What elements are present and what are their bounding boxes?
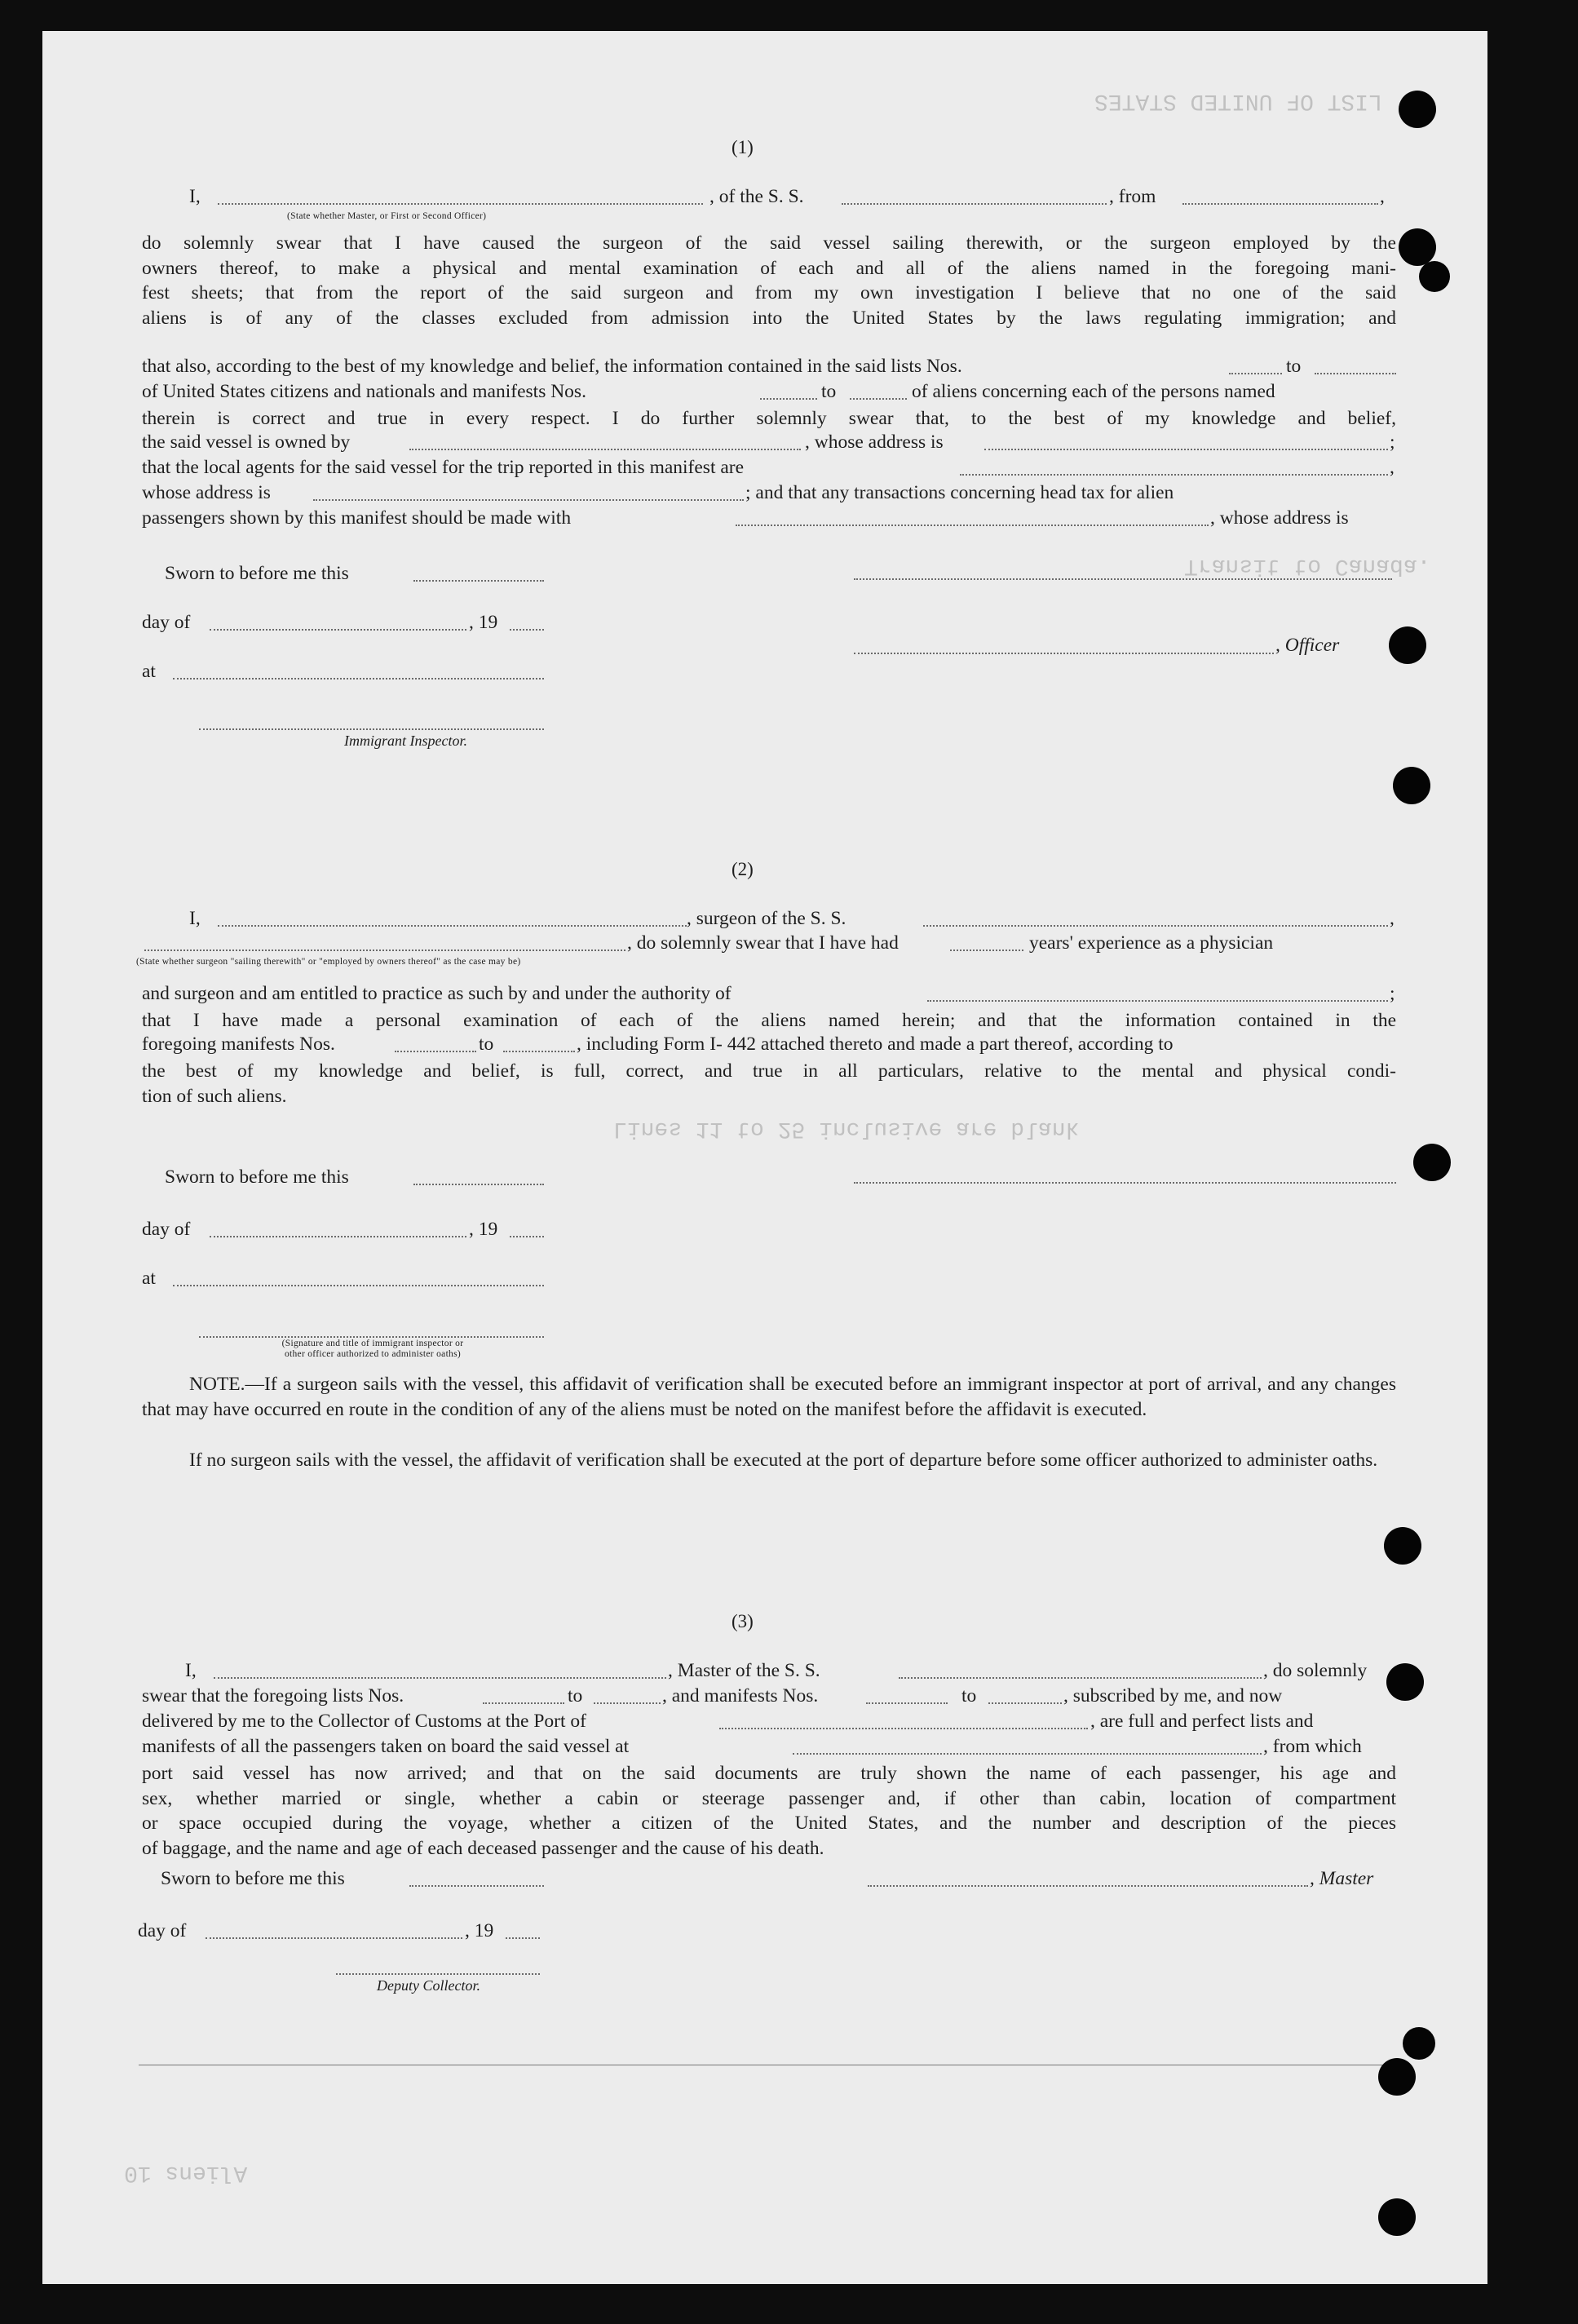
year-label: , 19 [469,612,498,633]
at-label: at [142,661,156,682]
oath-line: port said vessel has now arrived; and that on the said documents are truly shown the name of each passenger, his age and [142,1763,1396,1784]
do-swear-text: , do solemnly swear that I have had [627,932,899,954]
collector-signature-line[interactable] [336,1973,540,1975]
section2-oath-text [142,1008,1396,1034]
day-of-label: day of [142,1219,191,1240]
surgeon-name-field[interactable] [218,925,687,927]
oath-line: foregoing manifests Nos. [142,1034,335,1055]
to-label: to [821,381,837,402]
lists-from-field[interactable] [483,1702,564,1704]
vessel-name-field[interactable] [842,203,1107,205]
comma: , [1380,186,1385,207]
signature-line[interactable] [854,578,1392,580]
bleed-through-text: Lines 11 to 25 inclusive are blank [613,1116,1080,1141]
i-label: I, [189,186,201,207]
punch-hole [1389,626,1426,664]
swear-lists-text: swear that the foregoing lists Nos. [142,1685,404,1706]
oath-line: owners thereof, to make a physical and mental examination of each and all of the aliens named in the foregoing mani- [142,257,1396,279]
punch-hole [1419,261,1450,292]
master-of-label: , Master of the S. S. [668,1660,820,1681]
of-aliens-text: of aliens concerning each of the persons named [912,381,1275,402]
inspector-signature-line[interactable] [199,728,544,730]
oath-line: passengers shown by this manifest should be made with [142,507,572,529]
punch-hole [1378,2198,1416,2236]
day-month-field[interactable] [210,1236,466,1237]
to-label: to [1286,356,1302,377]
to-label: to [961,1685,977,1706]
section3-oath-text [142,1761,1396,1861]
manifests-to-field[interactable] [850,398,907,400]
lists-to-field[interactable] [1315,373,1396,374]
oath-line: tion of such aliens. [142,1085,287,1107]
oath-line: of baggage, and the name and age of each deceased passenger and the cause of his death. [142,1837,824,1859]
oath-line: and surgeon and am entitled to practice as such by and under the authority of [142,983,732,1004]
oath-line: whose address is [142,482,271,503]
punch-hole [1393,767,1430,804]
vessel-name-field[interactable] [923,925,1388,927]
master-name-field[interactable] [214,1677,666,1679]
year-label: , 19 [465,1920,494,1941]
boarding-port-field[interactable] [793,1753,1262,1755]
sworn-day-field[interactable] [413,1184,544,1185]
authority-field[interactable] [927,1000,1388,1002]
manifests-to-field[interactable] [503,1051,575,1052]
punch-hole [1378,2058,1416,2096]
sworn-label: Sworn to before me this [165,1166,349,1188]
punch-hole [1399,228,1436,266]
oath-line: the said vessel is owned by [142,432,351,453]
from-port-field[interactable] [1182,203,1378,205]
oath-line: the best of my knowledge and belief, is full, correct, and true in all particulars, relative to the mental and physical condi- [142,1060,1396,1082]
day-month-field[interactable] [210,629,466,631]
caption-master: (State whether Master, or First or Second Officer) [287,211,487,221]
oath-line: sex, whether married or single, whether a cabin or steerage passenger and, if other than cabin, location of compartment [142,1787,1396,1809]
oath-line: that the local agents for the said vessel for the trip reported in this manifest are [142,457,745,478]
year-field[interactable] [510,629,544,631]
inspector-caption: Immigrant Inspector. [344,733,467,749]
note-paragraph-1 [142,1372,1396,1422]
punch-hole [1399,91,1436,128]
punch-hole [1403,2027,1435,2060]
oath-line: therein is correct and true in every respect. I do further solemnly swear that, to the best of my knowledge and belief, [142,408,1396,429]
oath-line: of United States citizens and nationals and manifests Nos. [142,381,586,402]
caption-line: (Signature and title of immigrant inspector or [281,1339,464,1348]
caption-signature [201,1339,544,1360]
at-place-field[interactable] [173,678,544,679]
master-signature-line[interactable] [868,1885,1308,1887]
comma: , [1390,908,1395,929]
from-label: , from [1109,186,1156,207]
local-agents-field[interactable] [960,474,1388,476]
surgeon-status-field[interactable] [144,950,625,951]
year-field[interactable] [506,1937,540,1939]
collector-caption: Deputy Collector. [377,1977,480,1994]
oath-line: aliens is of any of the classes excluded from admission into the United States by the laws regulating immigration; and [142,307,1396,329]
to-label: to [568,1685,583,1706]
bleed-through-text: Aliens 10 [124,2160,248,2185]
manifests-of-text: manifests of all the passengers taken on board the said vessel at [142,1736,630,1757]
bleed-through-text: Transit to Canada. [1184,553,1431,578]
sworn-day-field[interactable] [413,580,544,582]
punch-hole [1413,1144,1451,1181]
section1-oath-text [142,231,1396,330]
and-manifests-text: , and manifests Nos. [662,1685,819,1706]
note-label: NOTE. [189,1374,245,1395]
manifests-from-field[interactable] [866,1702,948,1704]
port-field[interactable] [719,1728,1088,1729]
manifests-from-field[interactable] [760,398,817,400]
officer-name-field[interactable] [218,203,703,205]
caption-surgeon: (State whether surgeon "sailing therewith" or "employed by owners thereof" as the case may be) [136,957,521,967]
oath-line: that I have made a personal examination of each of the aliens named herein; and that the information contained in the [142,1010,1396,1031]
oath-line: do solemnly swear that I have caused the surgeon of the said vessel sailing therewith, or the surgeon employed by the [142,232,1396,254]
at-place-field[interactable] [173,1285,544,1286]
owner-address-field[interactable] [984,449,1388,450]
oath-line: that also, according to the best of my knowledge and belief, the information contained in the said lists Nos. [142,356,962,377]
section-number: (1) [732,137,754,157]
section1-oath-text [142,406,1396,432]
head-tax-contact-field[interactable] [736,525,1209,526]
signature-line[interactable] [854,1182,1396,1184]
delivered-text: delivered by me to the Collector of Customs at the Port of [142,1711,586,1732]
semicolon: ; [1390,983,1395,1004]
master-label: , Master [1310,1868,1374,1889]
whose-address-end: , whose address is [1210,507,1349,529]
sworn-label: Sworn to before me this [161,1868,345,1889]
day-of-label: day of [138,1920,187,1941]
bleed-through-text: LIST OF UNITED STATES [1094,88,1382,113]
lists-to-field[interactable] [594,1702,661,1704]
surgeon-of-label: , surgeon of the S. S. [687,908,846,929]
punch-hole [1386,1663,1424,1701]
day-of-label: day of [142,612,191,633]
section-number: (3) [732,1611,754,1631]
manifests-to-field[interactable] [988,1702,1062,1704]
sworn-day-field[interactable] [409,1885,544,1887]
punch-hole [1384,1527,1421,1565]
note-text-1: —If a surgeon sails with the vessel, this affidavit of verification shall be executed before an immigrant inspector at port of arrival, and any changes that may have occurred en route in the condition of any of the aliens must be noted on the manifest before the affidavit is executed. [142,1374,1396,1420]
vessel-name-field[interactable] [899,1677,1262,1679]
at-label: at [142,1268,156,1289]
do-solemnly-text: , do solemnly [1263,1660,1368,1681]
manifests-from-field[interactable] [395,1051,476,1052]
whose-address-label: , whose address is [805,432,944,453]
manifest-sheet [42,31,1487,2284]
lists-from-field[interactable] [1229,373,1282,374]
caption-line: other officer authorized to administer oaths) [284,1349,462,1359]
head-tax-text: ; and that any transactions concerning head tax for alien [745,482,1174,503]
year-label: , 19 [469,1219,498,1240]
including-text: , including Form I- 442 attached thereto and made a part thereof, according to [577,1034,1174,1055]
i-label: I, [185,1660,197,1681]
comma: , [1390,457,1395,478]
officer-signature-line[interactable] [854,653,1274,654]
oath-line: fest sheets; that from the report of the said surgeon and from my own investigation I believe that no one of the said [142,282,1396,304]
years-text: years' experience as a physician [1029,932,1274,954]
officer-label: , Officer [1275,635,1340,656]
sworn-label: Sworn to before me this [165,563,349,584]
from-which-text: , from which [1263,1736,1362,1757]
year-field[interactable] [510,1236,544,1237]
to-label: to [479,1034,494,1055]
full-perfect-text: , are full and perfect lists and [1090,1711,1314,1732]
section2-oath-text [142,1059,1396,1109]
inspector-signature-line[interactable] [199,1336,544,1338]
day-month-field[interactable] [206,1937,462,1939]
oath-line: or space occupied during the voyage, whether a citizen of the United States, and the number and description of the pieces [142,1813,1396,1835]
owner-field[interactable] [409,449,801,450]
years-field[interactable] [950,950,1023,951]
section-number: (2) [732,859,754,879]
of-ss-label: , of the S. S. [709,186,804,207]
agent-address-field[interactable] [313,499,744,501]
semicolon: ; [1390,432,1395,453]
i-label: I, [189,908,201,929]
note-paragraph-2: If no surgeon sails with the vessel, the affidavit of verification shall be executed at the port of departure before some officer authorized to administer oaths. [189,1450,1378,1471]
subscribed-text: , subscribed by me, and now [1063,1685,1283,1706]
